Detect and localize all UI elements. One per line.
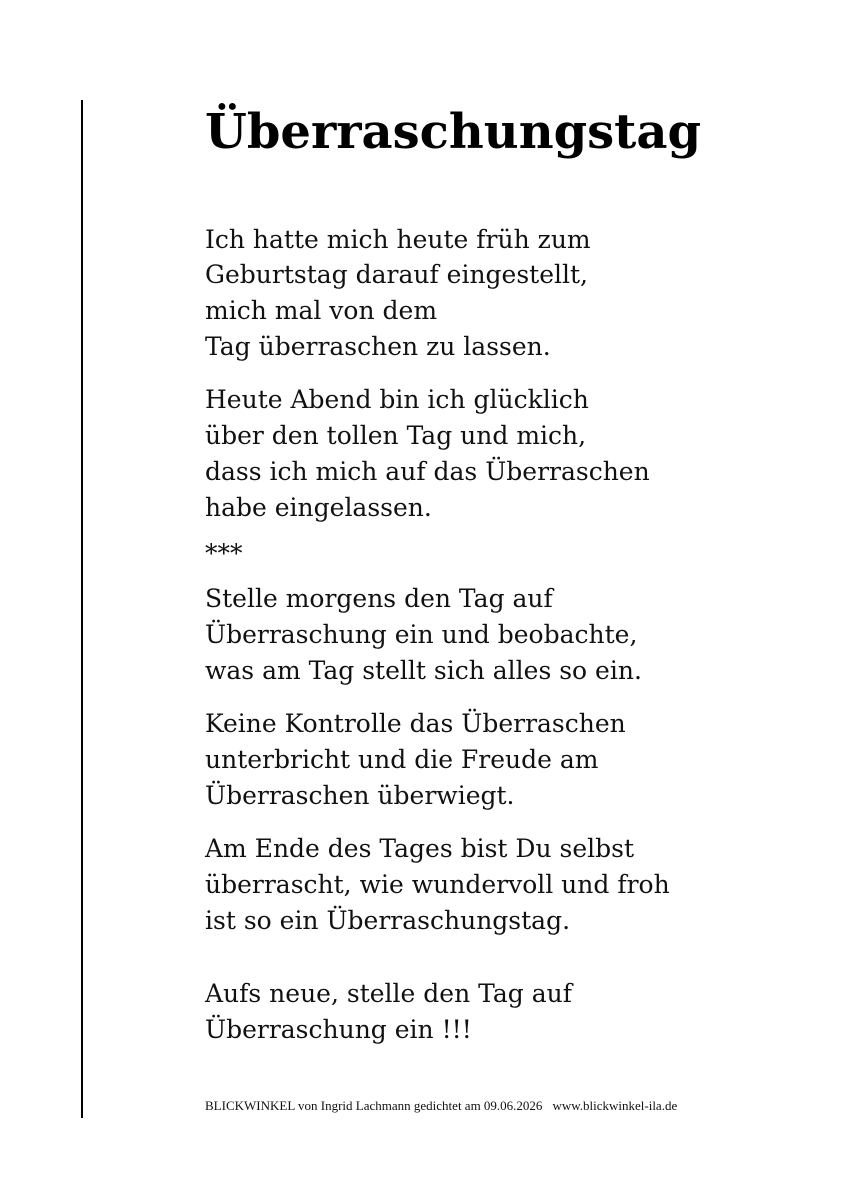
poem-line: unterbricht und die Freude am <box>205 745 599 774</box>
footer-url: www.blickwinkel-ila.de <box>552 1098 678 1113</box>
poem-line: über den tollen Tag und mich, <box>205 421 587 450</box>
poem-line: Überraschen überwiegt. <box>205 781 515 810</box>
poem-line: Tag überraschen zu lassen. <box>205 332 551 361</box>
stanza-separator: *** <box>205 539 243 568</box>
poem-line: Überraschung ein und beobachte, <box>205 620 638 649</box>
footer <box>205 1097 677 1115</box>
poem-line: was am Tag stellt sich alles so ein. <box>205 656 642 685</box>
poem-line: überrascht, wie wundervoll und froh <box>205 870 670 899</box>
poem-line: Überraschung ein !!! <box>205 1015 472 1044</box>
footer-credit: BLICKWINKEL von Ingrid Lachmann gedichtet am 09.06.2026 <box>205 1098 543 1113</box>
poem-line: dass ich mich auf das Überraschen <box>205 457 650 486</box>
poem-line: mich mal von dem <box>205 296 438 325</box>
poem-line: habe eingelassen. <box>205 493 432 522</box>
poem-line: Ich hatte mich heute früh zum <box>205 225 591 254</box>
poem-line: Keine Kontrolle das Überraschen <box>205 709 626 738</box>
poem-line: ist so ein Überraschungstag. <box>205 906 571 935</box>
poem-line: Am Ende des Tages bist Du selbst <box>205 834 635 863</box>
poem-line: Stelle morgens den Tag auf <box>205 584 553 613</box>
poem-title: Überraschungstag <box>205 104 702 160</box>
poem-line: Aufs neue, stelle den Tag auf <box>205 979 572 1008</box>
left-margin-rule <box>81 100 83 1118</box>
poem-line: Geburtstag darauf eingestellt, <box>205 260 589 289</box>
poem-line: Heute Abend bin ich glücklich <box>205 385 589 414</box>
